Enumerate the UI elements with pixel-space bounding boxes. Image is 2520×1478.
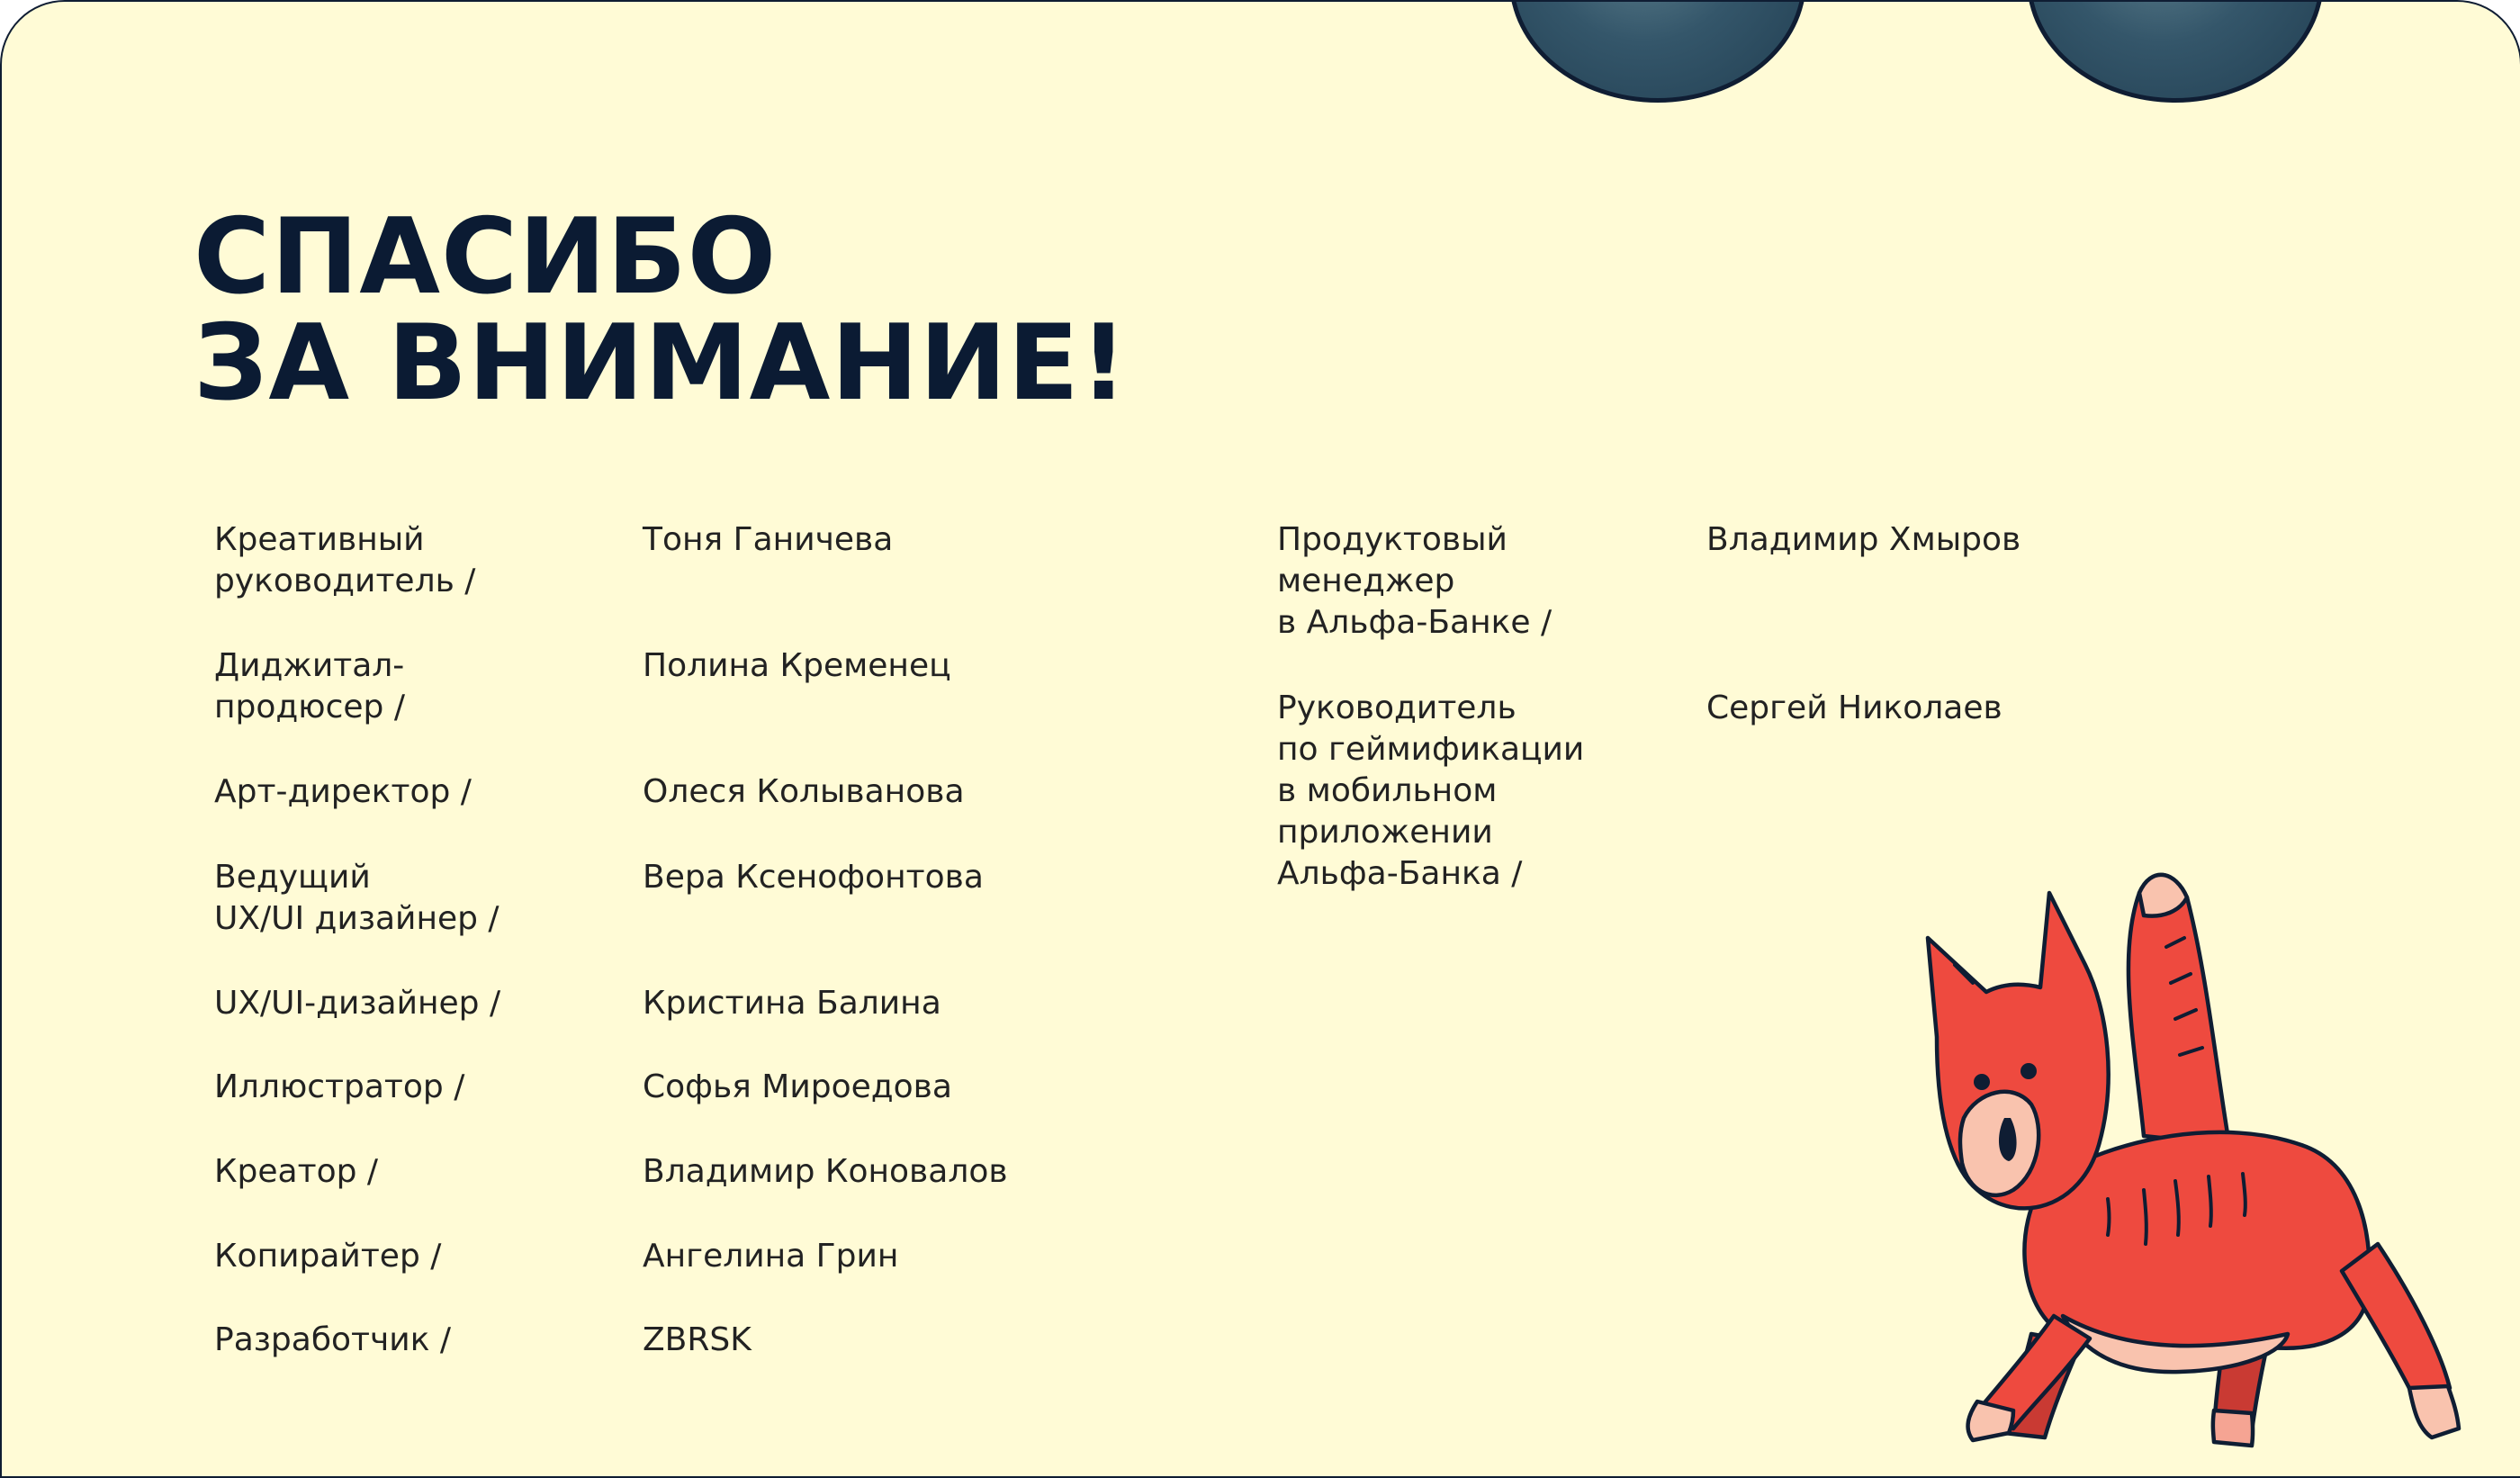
credit-name: Владимир Хмыров [1706,521,2021,558]
dark-blob-right [2027,0,2324,103]
title-line-1: СПАСИБО [194,196,778,318]
credit-name: Софья Мироедова [643,1068,952,1105]
credit-name: Сергей Николаев [1706,689,2002,726]
credit-role: Арт-директор / [214,773,472,810]
title-line-2: ЗА ВНИМАНИЕ! [194,302,1129,424]
credit-name: Ангелина Грин [643,1238,899,1275]
credit-role: Руководитель по геймификации в мобильном приложении Альфа-Банка / [1277,689,1585,892]
credit-name: ZBRSK [643,1321,752,1358]
credit-name: Полина Кременец [643,647,951,684]
page-title [194,196,1129,424]
credit-name: Кристина Балина [643,985,941,1022]
credit-role: Иллюстратор / [214,1068,465,1105]
credit-role: Разработчик / [214,1321,452,1358]
credit-name: Тоня Ганичева [643,521,894,558]
credit-role: Креатор / [214,1153,379,1190]
dark-blob-left [1509,0,1806,103]
credit-name: Вера Ксенофонтова [643,859,984,896]
credit-role: Ведущий UX/UI дизайнер / [214,859,500,937]
credit-name: Владимир Коновалов [643,1153,1008,1190]
credit-role: Продуктовый менеджер в Альфа-Банке / [1277,521,1552,641]
red-cat-illustration [1820,848,2468,1478]
credit-role: Креативный руководитель / [214,521,476,599]
credit-role: Копирайтер / [214,1238,442,1275]
credit-role: UX/UI-дизайнер / [214,985,501,1022]
credit-name: Олеся Колыванова [643,773,965,810]
credit-role: Диджитал- продюсер / [214,647,405,725]
